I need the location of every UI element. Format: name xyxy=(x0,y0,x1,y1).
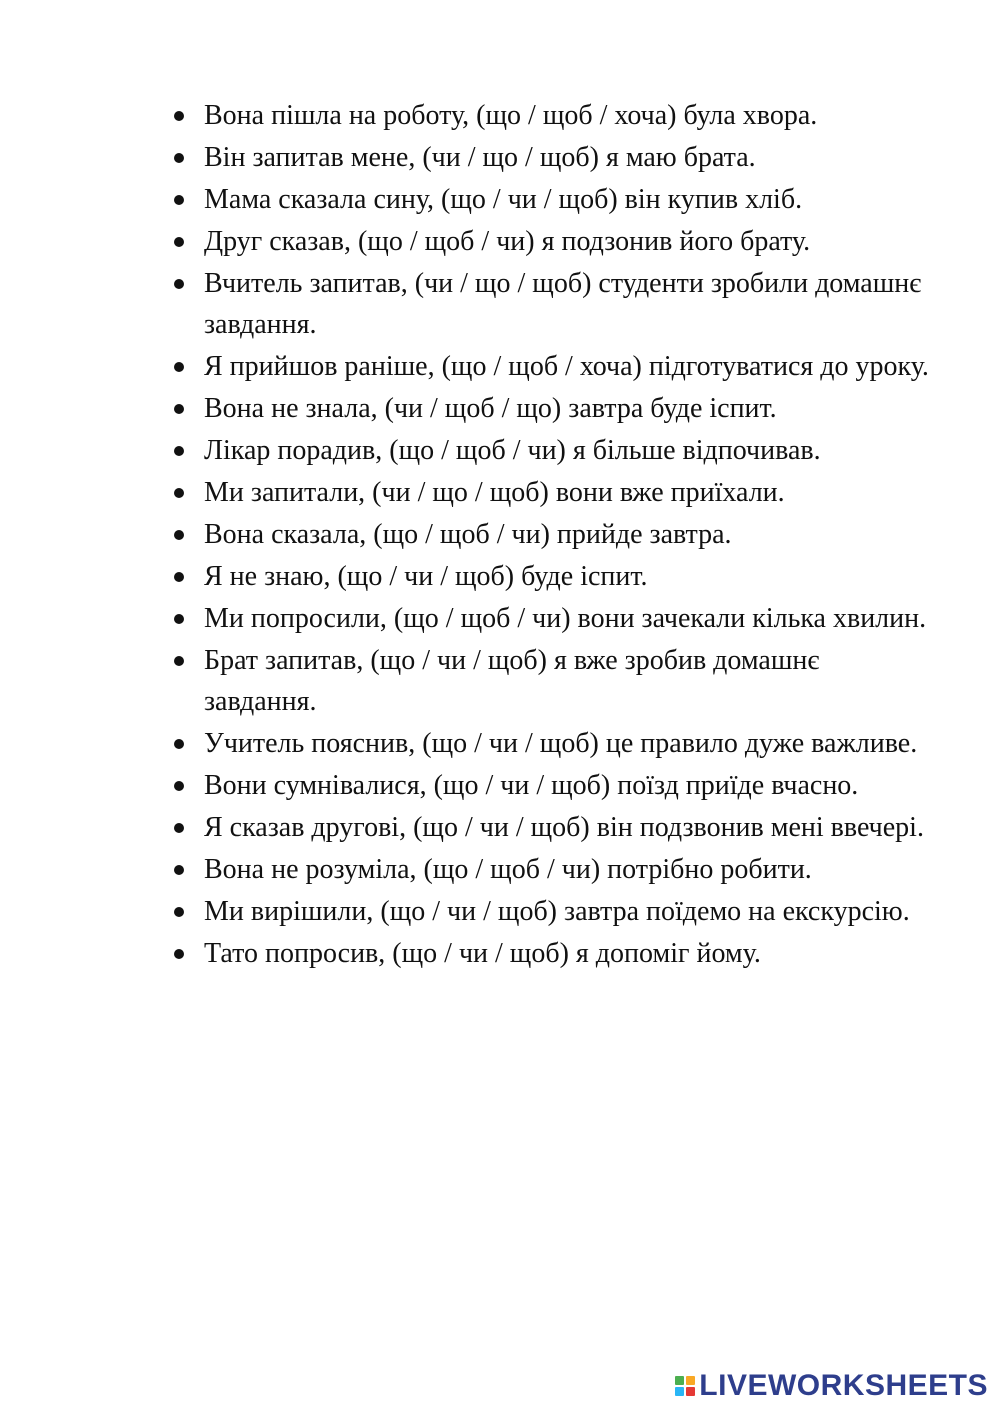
sentence-item xyxy=(204,137,934,178)
bullet-icon xyxy=(174,572,184,582)
liveworksheets-logo-icon xyxy=(675,1376,695,1396)
logo-square-4 xyxy=(686,1387,695,1396)
sentence-text: Вона сказала, (що / щоб / чи) прийде завтра. xyxy=(204,519,732,550)
sentence-text: Я прийшов раніше, (що / щоб / хоча) підготуватися до уроку. xyxy=(204,351,929,382)
sentence-text: Вона пішла на роботу, (що / щоб / хоча) була хвора. xyxy=(204,100,818,131)
sentence-text: Він запитав мене, (чи / що / щоб) я маю брата. xyxy=(204,142,756,173)
sentence-item xyxy=(204,472,934,513)
bullet-icon xyxy=(174,823,184,833)
sentence-item xyxy=(204,933,934,974)
sentence-text: Учитель пояснив, (що / чи / щоб) це правило дуже важливе. xyxy=(204,728,918,759)
bullet-icon xyxy=(174,237,184,247)
bullet-icon xyxy=(174,530,184,540)
bullet-icon xyxy=(174,907,184,917)
sentence-item xyxy=(204,388,934,429)
logo-square-2 xyxy=(686,1376,695,1385)
sentence-text: Вчитель запитав, (чи / що / щоб) студенти зробили домашнє завдання. xyxy=(204,268,922,340)
sentence-text: Мама сказала сину, (що / чи / щоб) він купив хліб. xyxy=(204,184,803,215)
sentence-item xyxy=(204,346,934,387)
bullet-icon xyxy=(174,656,184,666)
brand-name: LIVEWORKSHEETS xyxy=(699,1369,988,1402)
sentence-item xyxy=(204,221,934,262)
bullet-icon xyxy=(174,153,184,163)
bullet-icon xyxy=(174,739,184,749)
bullet-icon xyxy=(174,865,184,875)
logo-square-3 xyxy=(675,1387,684,1396)
bullet-icon xyxy=(174,446,184,456)
sentence-list xyxy=(204,95,934,975)
bullet-icon xyxy=(174,362,184,372)
bullet-icon xyxy=(174,614,184,624)
sentence-text: Брат запитав, (що / чи / щоб) я вже зробив домашнє завдання. xyxy=(204,645,820,717)
sentence-text: Ми запитали, (чи / що / щоб) вони вже приїхали. xyxy=(204,477,785,508)
bullet-icon xyxy=(174,279,184,289)
bullet-icon xyxy=(174,195,184,205)
sentence-item xyxy=(204,95,934,136)
sentence-item xyxy=(204,263,934,345)
bullet-icon xyxy=(174,949,184,959)
sentence-item xyxy=(204,723,934,764)
sentence-text: Тато попросив, (що / чи / щоб) я допоміг йому. xyxy=(204,938,761,969)
sentence-text: Друг сказав, (що / щоб / чи) я подзонив його брату. xyxy=(204,226,811,257)
bullet-icon xyxy=(174,404,184,414)
sentence-item xyxy=(204,556,934,597)
sentence-text: Вона не знала, (чи / щоб / що) завтра буде іспит. xyxy=(204,393,777,424)
liveworksheets-brand xyxy=(675,1368,988,1404)
sentence-item xyxy=(204,765,934,806)
bullet-icon xyxy=(174,111,184,121)
sentence-item xyxy=(204,640,934,722)
sentence-item xyxy=(204,179,934,220)
sentence-item xyxy=(204,430,934,471)
bullet-icon xyxy=(174,488,184,498)
sentence-item xyxy=(204,598,934,639)
sentence-text: Лікар порадив, (що / щоб / чи) я більше відпочивав. xyxy=(204,435,821,466)
sentence-text: Я сказав другові, (що / чи / щоб) він подзвонив мені ввечері. xyxy=(204,812,924,843)
sentence-item xyxy=(204,807,934,848)
sentence-item xyxy=(204,514,934,555)
logo-square-1 xyxy=(675,1376,684,1385)
sentence-text: Вони сумнівалися, (що / чи / щоб) поїзд приїде вчасно. xyxy=(204,770,859,801)
sentence-text: Ми вирішили, (що / чи / щоб) завтра поїдемо на екскурсію. xyxy=(204,896,910,927)
sentence-text: Ми попросили, (що / щоб / чи) вони зачекали кілька хвилин. xyxy=(204,603,927,634)
sentence-text: Вона не розуміла, (що / щоб / чи) потрібно робити. xyxy=(204,854,812,885)
sentence-item xyxy=(204,891,934,932)
sentence-item xyxy=(204,849,934,890)
bullet-icon xyxy=(174,781,184,791)
sentence-text: Я не знаю, (що / чи / щоб) буде іспит. xyxy=(204,561,648,592)
